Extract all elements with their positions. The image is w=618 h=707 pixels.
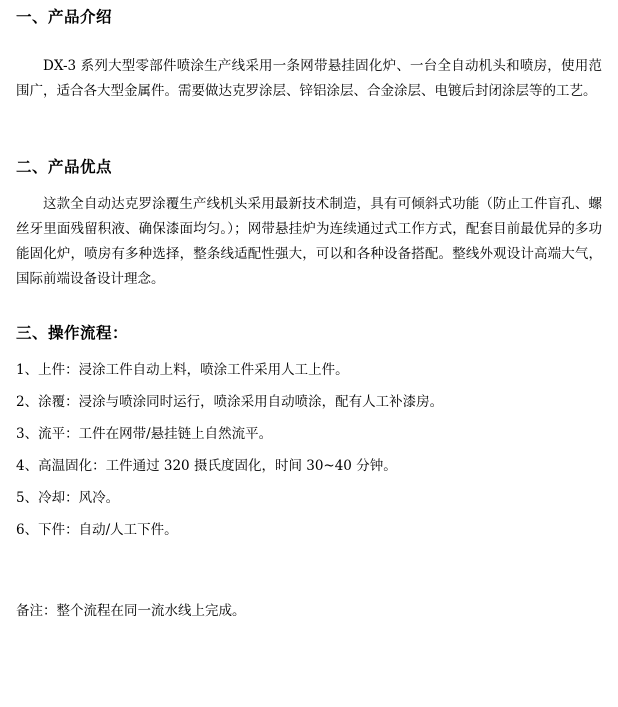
list-item: 5、冷却：风冷。 [16, 490, 120, 506]
document-note: 备注：整个流程在同一流水线上完成。 [16, 603, 246, 619]
section-heading-operation-flow: 三、操作流程： [16, 324, 129, 342]
operation-step-list [16, 358, 602, 543]
section-heading-product-advantages: 二、产品优点 [16, 158, 113, 176]
paragraph-product-intro: DX-3 系列大型零部件喷涂生产线采用一条网带悬挂固化炉、一台全自动机头和喷房，使用范围广，适合各大型金属件。需要做达克罗涂层、锌铝涂层、合金涂层、电镀后封闭涂层等的工艺。 [16, 58, 602, 99]
list-item: 6、下件：自动/人工下件。 [16, 522, 178, 538]
spacer [16, 344, 602, 358]
list-item: 3、流平：工件在网带/悬挂链上自然流平。 [16, 426, 273, 442]
list-item: 4、高温固化：工件通过 320 摄氏度固化，时间 30~40 分钟。 [16, 458, 397, 474]
spacer [16, 104, 602, 156]
spacer [16, 178, 602, 192]
list-item: 2、涂覆：浸涂与喷涂同时运行，喷涂采用自动喷涂，配有人工补漆房。 [16, 394, 444, 410]
spacer [16, 292, 602, 322]
list-item: 1、上件：浸涂工件自动上料，喷涂工件采用人工上件。 [16, 362, 349, 378]
paragraph-product-advantages: 这款全自动达克罗涂覆生产线机头采用最新技术制造，具有可倾斜式功能（防止工件盲孔、螺丝牙里面残留积液、确保漆面均匀。）；网带悬挂炉为连续通过式工作方式，配套目前最优异的多功能固化炉，喷房有多种选择，整条线适配性强大，可以和各种设备搭配。整线外观设计高端大气，国际前端设备设计理念。 [16, 196, 602, 287]
spacer [16, 543, 602, 599]
spacer [16, 28, 602, 42]
section-heading-product-intro: 一、产品介绍 [16, 8, 113, 26]
